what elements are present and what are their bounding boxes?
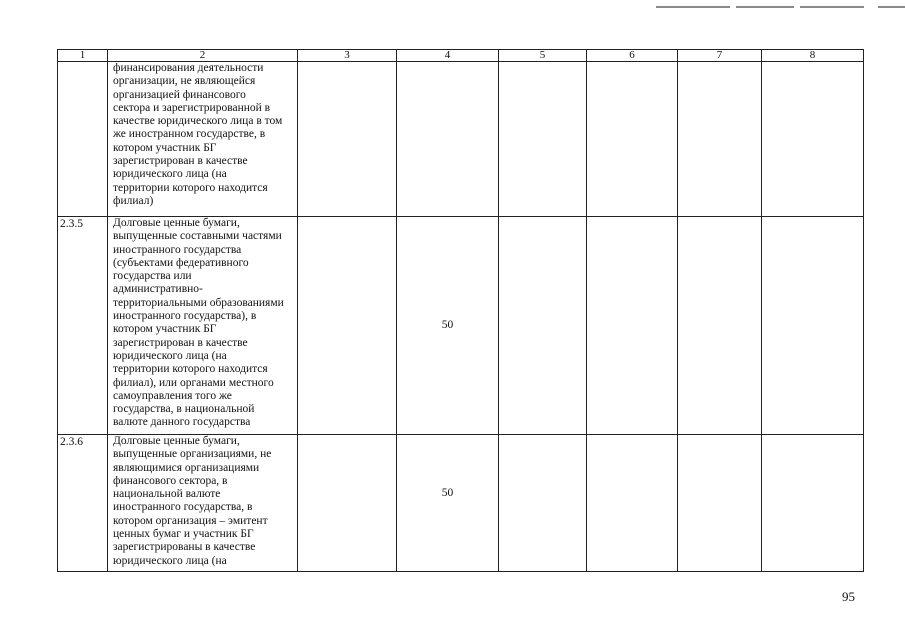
page-number: 95 bbox=[842, 589, 855, 604]
description-line: территории которого находится bbox=[113, 181, 268, 194]
cell-col3 bbox=[298, 62, 397, 217]
description-line: иностранного государства), в bbox=[113, 310, 257, 323]
description-line: валюте данного государства bbox=[113, 416, 251, 429]
cell-col6 bbox=[587, 435, 678, 572]
description-line: территории которого находится bbox=[113, 363, 268, 376]
description-line: котором организация – эмитент bbox=[113, 514, 268, 527]
cell-col4 bbox=[397, 62, 499, 217]
row-description bbox=[108, 435, 298, 572]
cell-col7 bbox=[678, 217, 762, 435]
description-line: филиал) bbox=[113, 194, 154, 207]
column-header: 2 bbox=[108, 50, 298, 62]
description-line: (субъектами федеративного bbox=[113, 256, 249, 269]
column-header: 1 bbox=[58, 50, 108, 62]
cell-col6 bbox=[587, 62, 678, 217]
row-description bbox=[108, 217, 298, 435]
cell-col8 bbox=[762, 435, 864, 572]
description-line: юридического лица (на bbox=[113, 554, 227, 567]
column-header: 6 bbox=[587, 50, 678, 62]
column-header: 5 bbox=[499, 50, 587, 62]
description-line: котором участник БГ bbox=[113, 141, 217, 154]
data-table bbox=[57, 49, 864, 572]
cell-col7 bbox=[678, 435, 762, 572]
description-line: зарегистрирован в качестве bbox=[113, 155, 248, 168]
cell-col4: 50 bbox=[397, 435, 499, 572]
description-line: выпущенные составными частями bbox=[113, 230, 282, 243]
description-line: самоуправления того же bbox=[113, 389, 232, 402]
cell-col4: 50 bbox=[397, 217, 499, 435]
top-rule bbox=[736, 6, 794, 8]
table-row bbox=[58, 435, 864, 572]
cell-col3 bbox=[298, 435, 397, 572]
top-rule bbox=[800, 6, 864, 8]
row-number: 2.3.5 bbox=[58, 217, 108, 435]
description-line: государства, в национальной bbox=[113, 403, 255, 416]
description-line: зарегистрированы в качестве bbox=[113, 541, 256, 554]
description-line: организации, не являющейся bbox=[113, 75, 256, 88]
description-line: национальной валюте bbox=[113, 488, 221, 501]
description-line: Долговые ценные бумаги, bbox=[113, 435, 240, 447]
description-line: филиал), или органами местного bbox=[113, 376, 274, 389]
description-line: сектора и зарегистрированной в bbox=[113, 101, 271, 114]
header-row bbox=[58, 50, 864, 62]
row-number: 2.3.6 bbox=[58, 435, 108, 572]
column-header: 3 bbox=[298, 50, 397, 62]
description-line: административно- bbox=[113, 283, 203, 296]
description-line: же иностранном государстве, в bbox=[113, 128, 266, 141]
table-row bbox=[58, 217, 864, 435]
column-header: 8 bbox=[762, 50, 864, 62]
top-rule bbox=[656, 6, 730, 8]
description-line: ценных бумаг и участник БГ bbox=[113, 528, 254, 541]
description-line: финансирования деятельности bbox=[113, 62, 264, 74]
cell-col5 bbox=[499, 217, 587, 435]
description-line: юридического лица (на bbox=[113, 349, 227, 362]
column-header: 7 bbox=[678, 50, 762, 62]
description-line: являющимися организациями bbox=[113, 461, 260, 474]
description-line: территориальными образованиями bbox=[113, 296, 284, 309]
description-line: зарегистрирован в качестве bbox=[113, 336, 248, 349]
description-line: качестве юридического лица в том bbox=[113, 115, 283, 128]
description-line: организацией финансового bbox=[113, 88, 246, 101]
description-line: Долговые ценные бумаги, bbox=[113, 217, 240, 229]
column-header: 4 bbox=[397, 50, 499, 62]
row-description bbox=[108, 62, 298, 217]
top-rule bbox=[878, 6, 905, 8]
cell-col3 bbox=[298, 217, 397, 435]
description-line: финансового сектора, в bbox=[113, 474, 228, 487]
row-number bbox=[58, 62, 108, 217]
cell-col5 bbox=[499, 435, 587, 572]
description-line: государства или bbox=[113, 270, 192, 283]
cell-col8 bbox=[762, 62, 864, 217]
description-line: выпущенные организациями, не bbox=[113, 448, 272, 461]
cell-col7 bbox=[678, 62, 762, 217]
table-row bbox=[58, 62, 864, 217]
cell-col8 bbox=[762, 217, 864, 435]
description-line: котором участник БГ bbox=[113, 323, 217, 336]
cell-col6 bbox=[587, 217, 678, 435]
description-line: иностранного государства, в bbox=[113, 501, 253, 514]
description-line: иностранного государства bbox=[113, 243, 242, 256]
cell-col5 bbox=[499, 62, 587, 217]
description-line: юридического лица (на bbox=[113, 168, 227, 181]
